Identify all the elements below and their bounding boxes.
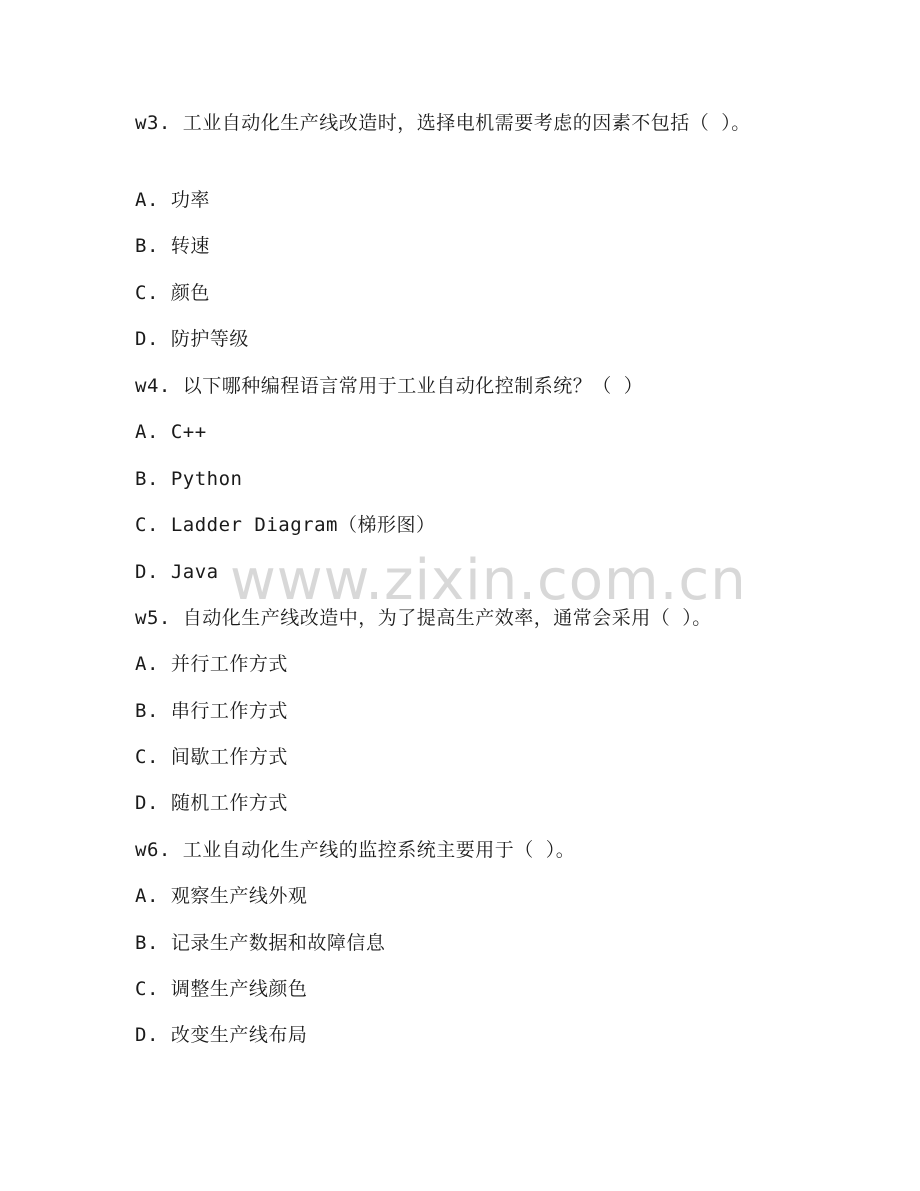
question-stem-w4: w4. 以下哪种编程语言常用于工业自动化控制系统？（ ） [135, 375, 644, 397]
option-c: C. Ladder Diagram（梯形图） [135, 514, 436, 536]
option-b: B. Python [135, 468, 243, 490]
question-stem-w5: w5. 自动化生产线改造中，为了提高生产效率，通常会采用（ ）。 [135, 607, 712, 629]
option-d: D. 改变生产线布局 [135, 1024, 308, 1046]
option-a: A. 功率 [135, 189, 210, 211]
question-stem-w3: w3. 工业自动化生产线改造时，选择电机需要考虑的因素不包括（ ）。 [135, 112, 751, 134]
option-d: D. 随机工作方式 [135, 792, 288, 814]
option-c: C. 间歇工作方式 [135, 746, 288, 768]
question-stem-w6: w6. 工业自动化生产线的监控系统主要用于（ ）。 [135, 839, 576, 861]
option-d: D. 防护等级 [135, 328, 249, 350]
option-a: A. C++ [135, 421, 207, 443]
option-d: D. Java [135, 561, 219, 583]
option-a: A. 并行工作方式 [135, 653, 288, 675]
option-c: C. 颜色 [135, 282, 210, 304]
option-a: A. 观察生产线外观 [135, 885, 308, 907]
option-b: B. 串行工作方式 [135, 700, 288, 722]
watermark: www.zixin.com.cn [230, 548, 747, 613]
option-b: B. 记录生产数据和故障信息 [135, 932, 386, 954]
option-b: B. 转速 [135, 235, 210, 257]
option-c: C. 调整生产线颜色 [135, 978, 308, 1000]
